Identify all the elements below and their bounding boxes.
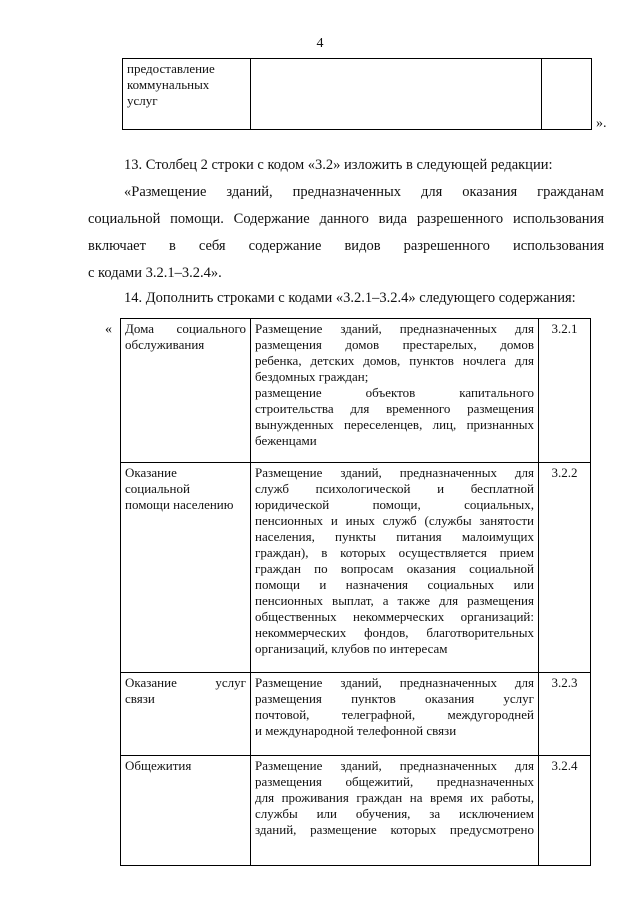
para13-line-4: с кодами 3.2.1–3.2.4». xyxy=(88,265,222,281)
row-name-line: Оказание xyxy=(125,465,177,480)
row-name-cell xyxy=(121,673,251,756)
desc-line: граждан по вопросам оказания социальной xyxy=(255,561,534,576)
cell-line: коммунальных xyxy=(127,77,210,92)
desc-line: для проживания граждан на время их работы, xyxy=(255,790,534,805)
cell-line: предоставление xyxy=(127,61,215,76)
land-use-table xyxy=(120,318,591,866)
row-code-cell: 3.2.4 xyxy=(539,756,591,866)
desc-line: беженцами xyxy=(255,433,317,448)
para14-heading: 14. Дополнить строками с кодами «3.2.1–3.2.4» следующего содержания: xyxy=(124,290,576,306)
desc-line: населения, пункты питания малоимущих xyxy=(255,529,534,544)
para13-line-2: социальной помощи. Содержание данного вида разрешенного использования xyxy=(88,211,604,227)
row-code-cell: 3.2.1 xyxy=(539,319,591,463)
table-row xyxy=(121,463,591,673)
desc-line: размещения домов престарелых, домов xyxy=(255,337,534,352)
para13-line-3: включает в себя содержание видов разрешенного использования xyxy=(88,238,604,254)
desc-line: Размещение зданий, предназначенных для xyxy=(255,758,534,773)
desc-line: размещение объектов капитального xyxy=(255,385,534,400)
table-row xyxy=(121,673,591,756)
para13-heading: 13. Столбец 2 строки с кодом «3.2» изложить в следующей редакции: xyxy=(124,157,553,173)
top-table-code-cell xyxy=(542,59,592,130)
row-name-line: Оказание услуг xyxy=(125,675,246,690)
row-name-line: Дома социального xyxy=(125,321,246,336)
page-number: 4 xyxy=(316,36,324,51)
row-name-line: обслуживания xyxy=(125,337,205,352)
desc-line: бездомных граждан; xyxy=(255,369,369,384)
closing-quote-mark: ». xyxy=(596,116,607,131)
row-name-line: Общежития xyxy=(125,758,192,773)
desc-line: Размещение зданий, предназначенных для xyxy=(255,321,534,336)
desc-line: служб психологической и бесплатной xyxy=(255,481,534,496)
cell-line: услуг xyxy=(127,93,158,108)
row-desc-cell xyxy=(251,319,539,463)
table-row xyxy=(121,319,591,463)
desc-line: почтовой, телеграфной, междугородней xyxy=(255,707,534,722)
desc-line: граждан), в которых осуществляется прием xyxy=(255,545,534,560)
row-name-line: социальной xyxy=(125,481,190,496)
row-desc-cell xyxy=(251,756,539,866)
desc-line: строительства для временного размещения xyxy=(255,401,534,416)
desc-line: зданий, размещение которых предусмотрено xyxy=(255,822,534,837)
desc-line: пенсионных выплат, а также для размещения xyxy=(255,593,534,608)
desc-line: общественных некоммерческих организаций: xyxy=(255,609,534,624)
desc-line: помощи и назначения социальных или xyxy=(255,577,534,592)
desc-line: Размещение зданий, предназначенных для xyxy=(255,465,534,480)
desc-line: Размещение зданий, предназначенных для xyxy=(255,675,534,690)
desc-line: пенсионных и иных служб (службы занятости xyxy=(255,513,534,528)
row-desc-cell xyxy=(251,673,539,756)
opening-quote-mark: « xyxy=(105,322,112,337)
desc-line: юридической помощи, социальных, xyxy=(255,497,534,512)
desc-line: организаций, клубов по интересам xyxy=(255,641,448,656)
desc-line: размещения пунктов оказания услуг xyxy=(255,691,534,706)
top-table-name-cell xyxy=(123,59,251,130)
row-desc-cell xyxy=(251,463,539,673)
desc-line: размещения общежитий, предназначенных xyxy=(255,774,534,789)
top-table xyxy=(122,58,592,130)
row-name-cell xyxy=(121,756,251,866)
para13-line-1: «Размещение зданий, предназначенных для оказания гражданам xyxy=(124,184,604,200)
desc-line: ребенка, детских домов, пунктов ночлега для xyxy=(255,353,534,368)
desc-line: службы или обучения, за исключением xyxy=(255,806,534,821)
desc-line: вынужденных переселенцев, лиц, признанных xyxy=(255,417,534,432)
table-row xyxy=(123,59,592,130)
row-name-cell xyxy=(121,463,251,673)
row-name-cell xyxy=(121,319,251,463)
row-name-line: связи xyxy=(125,691,155,706)
desc-line: и международной телефонной связи xyxy=(255,723,457,738)
row-code-cell: 3.2.3 xyxy=(539,673,591,756)
table-row xyxy=(121,756,591,866)
top-table-desc-cell xyxy=(251,59,542,130)
row-code-cell: 3.2.2 xyxy=(539,463,591,673)
desc-line: некоммерческих фондов, благотворительных xyxy=(255,625,534,640)
row-name-line: помощи населению xyxy=(125,497,234,512)
